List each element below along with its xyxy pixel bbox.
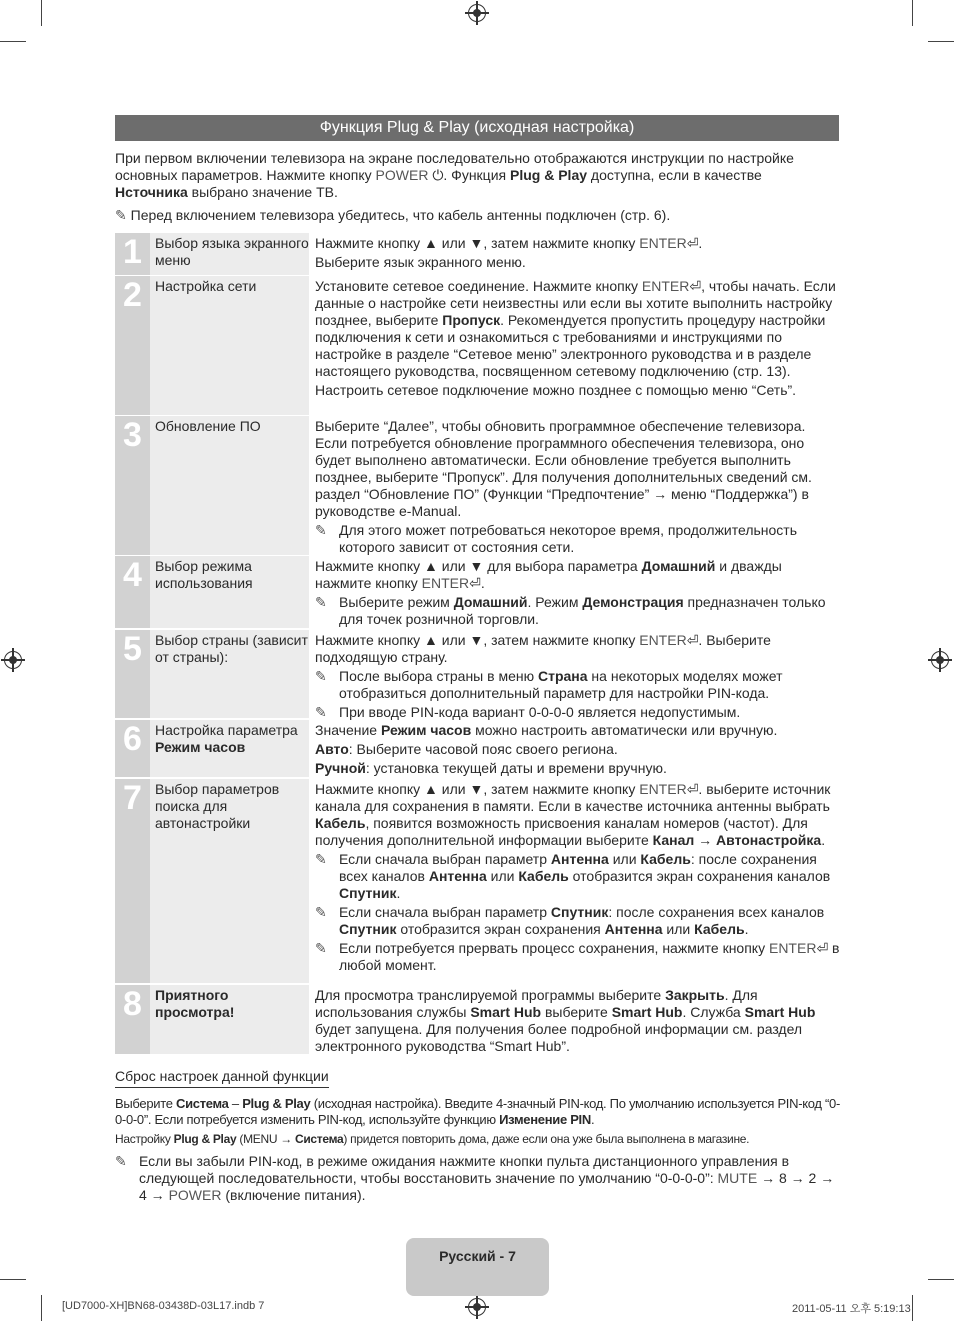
- step-row: [115, 779, 839, 983]
- step-number: 7: [115, 779, 150, 983]
- page-number-tab: Русский - 7: [406, 1238, 549, 1296]
- crop-mark: [0, 1279, 26, 1280]
- step-label: Приятного просмотра!: [150, 985, 309, 1054]
- note-icon: ✎: [315, 904, 327, 920]
- enter-icon: ⏎: [686, 235, 699, 251]
- step-description: Нажмите кнопку ▲ или ▼, затем нажмите кнопку ENTER⏎. Выберите язык экранного меню.: [315, 235, 703, 270]
- step-number: 6: [115, 720, 150, 777]
- step-number: 4: [115, 556, 150, 628]
- step-description: Для просмотра транслируемой программы выберите Закрыть. Для использования службы Smart Hub выберите Smart Hub. Служба Smart Hub будет запущена. Для получения более подробной информации см. раздел электронного руководства “Smart Hub”.: [315, 987, 816, 1054]
- crop-mark: [41, 1295, 42, 1321]
- step-row: [115, 720, 839, 777]
- intro-note: ✎ Перед включением телевизора убедитесь, что кабель антенны подключен (стр. 6).: [115, 207, 671, 223]
- enter-icon: ⏎: [686, 781, 699, 797]
- step-label: Обновление ПО: [150, 416, 309, 555]
- reset-paragraph-2: Настройку Plug & Play (MENU → Система) придется повторить дома, даже если она уже была выполнена в магазине.: [115, 1132, 750, 1146]
- footer-timestamp: 2011-05-11 오후 5:19:13: [792, 1303, 911, 1315]
- registration-mark-icon: [468, 1298, 486, 1316]
- reset-note: ✎ Если вы забыли PIN-код, в режиме ожидания нажмите кнопки пульта дистанционного управления в следующей последовательности, чтобы восстановить значение по умолчанию “0-0-0-0”: MUTE → 8 → 2 → 4 → POWER (включение питания).: [115, 1153, 835, 1203]
- step-label: Настройка сети: [150, 276, 309, 415]
- crop-mark: [0, 41, 26, 42]
- reset-paragraph: Выберите Система – Plug & Play (исходная настройка). Введите 4-значный PIN-код. По умолчанию используется PIN-код “0-0-0-0”. Если потребуется изменить PIN-код, используйте функцию Изменение PIN.: [115, 1096, 841, 1127]
- note-icon: ✎: [315, 594, 327, 610]
- note-icon: ✎: [315, 522, 327, 538]
- step-row: [115, 985, 839, 1054]
- crop-mark: [912, 0, 913, 26]
- enter-icon: ⏎: [469, 575, 481, 591]
- step-description: Нажмите кнопку ▲ или ▼, затем нажмите кнопку ENTER⏎. Выберите подходящую страну. ✎ После выбора страны в меню Страна на некоторых моделях может отобразиться дополнительный параметр для настройки PIN-кода. ✎ При вводе PIN-кода вариант 0-0-0-0 является недопустимым.: [315, 632, 783, 720]
- crop-mark: [928, 41, 954, 42]
- step-row: [115, 233, 839, 275]
- step-row: [115, 630, 839, 718]
- intro-paragraph: При первом включении телевизора на экране последовательно отображаются инструкции по настройке основных параметров. Нажмите кнопку POWER ⏻. Функция Plug & Play доступна, если в качестве Нсточника выбрано значение ТВ.: [115, 150, 794, 200]
- note-icon: ✎: [315, 851, 327, 867]
- step-label: Выбор страны (зависит от страны):: [150, 630, 309, 718]
- step-number: 8: [115, 985, 150, 1054]
- step-description: Выберите “Далее”, чтобы обновить программное обеспечение телевизора. Если потребуется обновление программного обеспечения телевизора, оно будет выполнено автоматически. Если обновление требуется выполнить позднее, выберите “Пропуск”. Для получения дополнительных сведений см. раздел “Обновление ПО” (Функции “Предпочтение” → меню “Поддержка”) в руководстве e-Manual. ✎ Для этого может потребоваться некоторое время, продолжительность которого зависит от состояния сети.: [315, 418, 812, 555]
- step-number: 2: [115, 276, 150, 415]
- step-number: 3: [115, 416, 150, 555]
- enter-icon: ⏎: [689, 278, 702, 294]
- note-icon: ✎: [115, 207, 127, 223]
- footer-file-info: [UD7000-XH]BN68-03438D-03L17.indb 7: [62, 1300, 265, 1312]
- crop-mark: [928, 1279, 954, 1280]
- step-description: Нажмите кнопку ▲ или ▼, затем нажмите кнопку ENTER⏎. выберите источник канала для сохранения в памяти. Если в качестве источника антенны выбрать Кабель, появится возможность присвоения каналам номеров (частот). Для получения дополнительной информации выберите Канал → Автонастройка. ✎ Если сначала выбран параметр Антенна или Кабель: после сохранения всех каналов Антенна или Кабель отобразится экран сохранения каналов Спутник. ✎ Если сначала выбран параметр Спутник: после сохранения всех каналов Спутник отобразится экран сохранения Антенна или Кабель. ✎ Если потребуется прервать процесс сохранения, нажмите кнопку ENTER⏎ в любой момент.: [315, 781, 840, 973]
- crop-mark: [41, 0, 42, 26]
- note-icon: ✎: [315, 940, 327, 956]
- step-label: Выбор параметров поиска для автонастройки: [150, 779, 309, 983]
- enter-icon: ⏎: [816, 940, 829, 956]
- step-label: Выбор режима использования: [150, 556, 309, 628]
- enter-icon: ⏎: [686, 632, 699, 648]
- step-number: 1: [115, 233, 150, 275]
- registration-mark-icon: [4, 651, 22, 669]
- crop-mark: [912, 1295, 913, 1321]
- step-number: 5: [115, 630, 150, 718]
- step-label: Настройка параметра Режим часов: [150, 720, 309, 777]
- note-icon: ✎: [315, 668, 327, 684]
- section-title: Функция Plug & Play (исходная настройка): [115, 115, 839, 141]
- note-icon: ✎: [315, 704, 327, 720]
- note-icon: ✎: [115, 1153, 127, 1169]
- registration-mark-icon: [931, 651, 949, 669]
- step-description: Установите сетевое соединение. Нажмите кнопку ENTER⏎, чтобы начать. Если данные о настройке сети неизвестны или если вы хотите выполнить настройку позднее, выберите Пропуск. Рекомендуется пропустить процедуру настройки подключения к сети и ознакомиться с требованиями и инструкциями по настройке в разделе “Сетевое меню” электронного руководства и в разделе настоящего руководства, посвященном сетевому подключению (стр. 13). Настроить сетевое подключение можно позднее с помощью меню “Сеть”.: [315, 278, 836, 398]
- step-label: Выбор языка экранного меню: [150, 233, 309, 275]
- power-icon: ⏻: [432, 167, 444, 183]
- reset-subheading: Сброс настроек данной функции: [115, 1068, 329, 1088]
- step-description: Нажмите кнопку ▲ или ▼ для выбора параметра Домашний и дважды нажмите кнопку ENTER⏎. ✎ Выберите режим Домашний. Режим Демонстрация предназначен только для точек розничной торговли.: [315, 558, 826, 627]
- step-description: Значение Режим часов можно настроить автоматически или вручную. Авто: Выберите часовой пояс своего региона. Ручной: установка текущей даты и времени вручную.: [315, 722, 778, 776]
- step-row: [115, 556, 839, 628]
- step-row: [115, 276, 839, 415]
- step-row: [115, 416, 839, 555]
- registration-mark-icon: [468, 4, 486, 22]
